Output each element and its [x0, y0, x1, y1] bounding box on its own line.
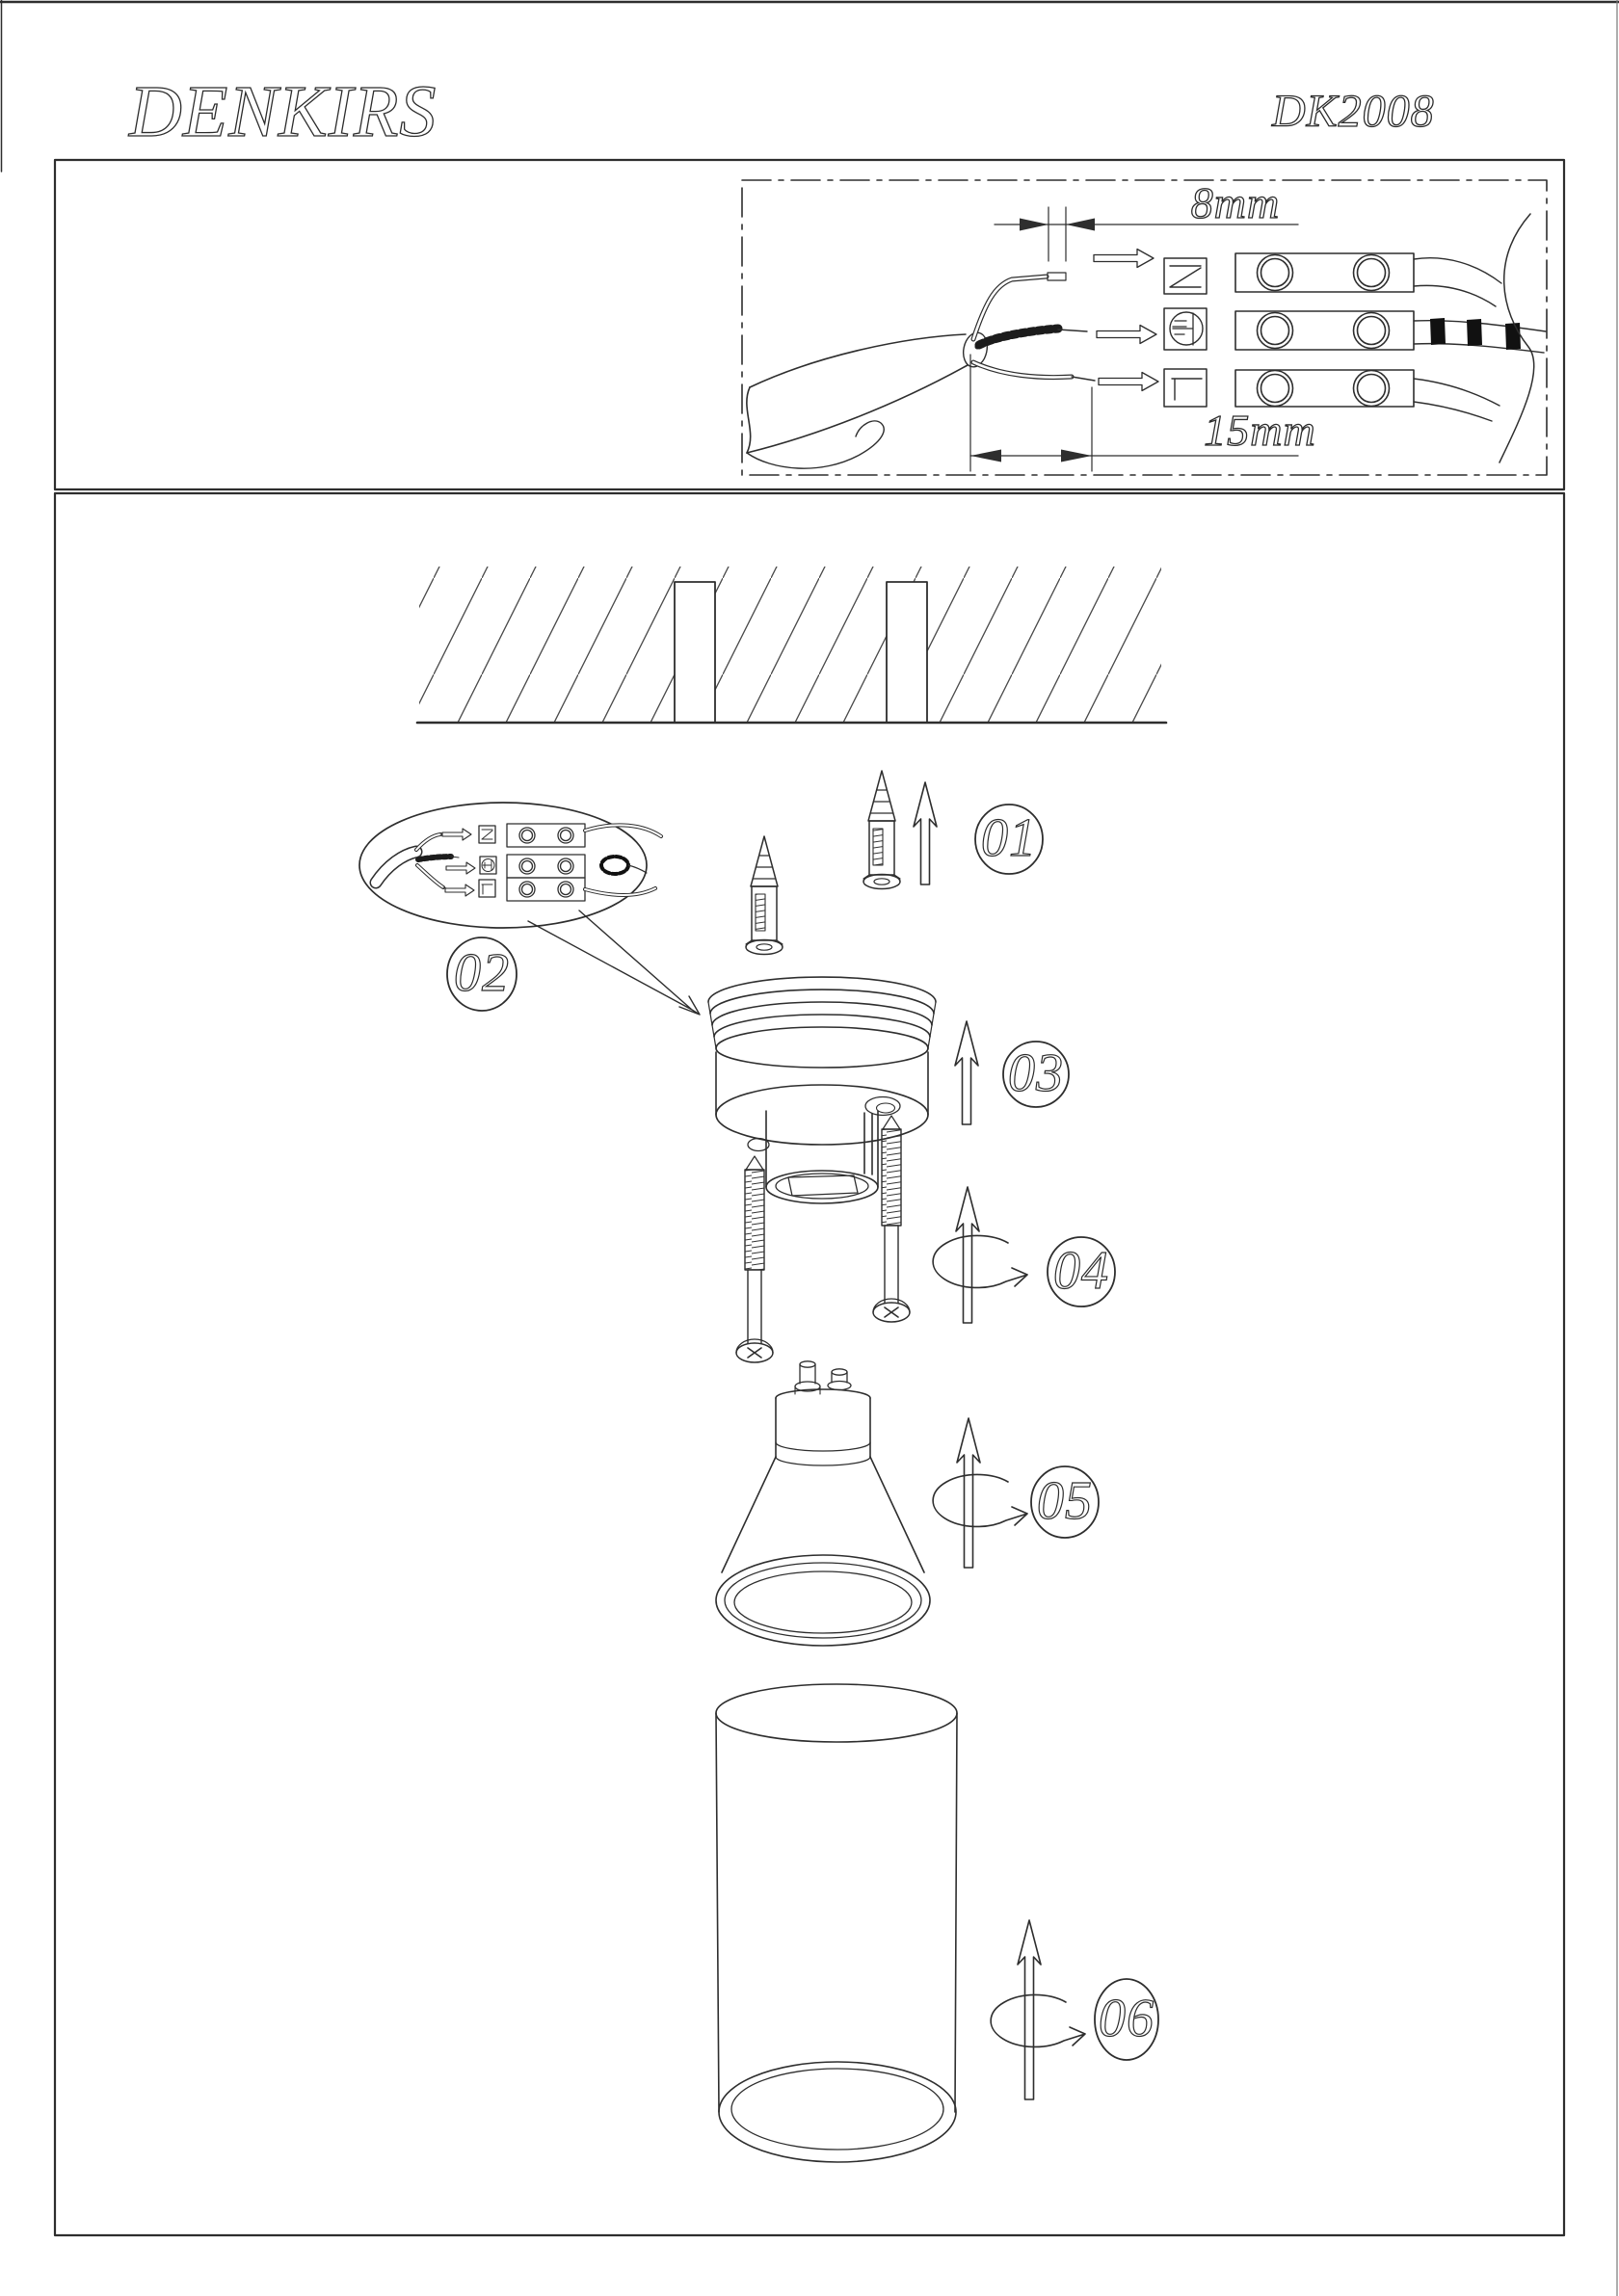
- terminal-block: [1235, 253, 1414, 292]
- drilled-hole: [887, 582, 927, 723]
- step-label-06: 06: [1099, 1989, 1155, 2048]
- wiring-panel-frame: [55, 160, 1564, 489]
- terminal-blocks: [1235, 253, 1414, 407]
- up-arrow-step03: [955, 1021, 978, 1124]
- earth-stripe: [1430, 318, 1446, 345]
- direction-arrows: [914, 782, 1041, 2099]
- drilled-hole: [675, 582, 715, 723]
- dimension-label-15mm: 15mm: [1204, 406, 1316, 455]
- dim-arrowhead: [1066, 219, 1095, 231]
- dimension-label-8mm: 8mm: [1190, 178, 1281, 227]
- up-arrow-step06: [1018, 1920, 1041, 2099]
- twisted-earth-wires: [601, 857, 628, 874]
- rotate-arrow-step04: [933, 1235, 1027, 1287]
- mini-terminal-symbols: [479, 826, 496, 897]
- ceiling-hatch: [419, 567, 1161, 723]
- gu10-lamp: [716, 1361, 930, 1646]
- earth-stripe: [1467, 319, 1482, 346]
- step-label-02: 02: [454, 943, 510, 1003]
- wiring-inset: [747, 207, 1546, 471]
- terminal-block: [1235, 311, 1414, 350]
- mains-cable: [747, 330, 991, 468]
- step-badges: [447, 805, 1158, 2060]
- fixing-screw-left: [736, 1156, 773, 1362]
- assembly-panel-frame: [55, 493, 1564, 2235]
- wire-line: [973, 362, 1095, 381]
- step-label-04: 04: [1053, 1241, 1109, 1301]
- arrow-icon: [1094, 250, 1154, 268]
- ceiling-section: [417, 567, 1166, 723]
- up-arrow-step05: [957, 1418, 980, 1568]
- step-label-03: 03: [1008, 1043, 1064, 1103]
- terminal-symbols: [1164, 258, 1207, 407]
- model-number: DK2008: [1272, 86, 1435, 137]
- wall-anchor-left: [746, 836, 783, 955]
- cylinder-shade: [716, 1684, 957, 2162]
- mini-exit-wires: [585, 825, 661, 895]
- mini-arrows: [442, 829, 475, 896]
- mini-cable: [376, 834, 459, 889]
- arrow-icon: [1099, 373, 1158, 391]
- up-arrow-step01: [914, 782, 937, 884]
- up-arrow-step04: [956, 1187, 979, 1323]
- wire-earth: [977, 329, 1087, 347]
- gu10-socket-opening: [788, 1175, 858, 1196]
- wall-anchor-right: [863, 771, 900, 889]
- rotate-arrow-step06: [991, 1994, 1085, 2046]
- arrow-icon: [1097, 326, 1156, 344]
- insert-arrows: [1094, 250, 1158, 391]
- terminal-symbol-earth: [1164, 308, 1207, 350]
- terminal-symbol-line: [1164, 369, 1207, 407]
- balloon-pointer-arrow: [528, 910, 700, 1015]
- terminal-symbol-neutral: [1164, 258, 1207, 294]
- earth-wire-stripes: [979, 329, 1058, 345]
- step-label-01: 01: [981, 808, 1037, 868]
- brand-logo: DENKIRS: [129, 71, 438, 152]
- dim-arrowhead: [1061, 450, 1092, 462]
- dim-arrowhead: [1020, 219, 1048, 231]
- fixture-side-wires: [1414, 214, 1546, 462]
- mini-terminal-blocks: [507, 824, 585, 901]
- step-label-05: 05: [1037, 1471, 1093, 1531]
- dim-arrowhead: [970, 450, 1001, 462]
- earth-stripe: [1505, 323, 1521, 350]
- terminal-block: [1235, 370, 1414, 407]
